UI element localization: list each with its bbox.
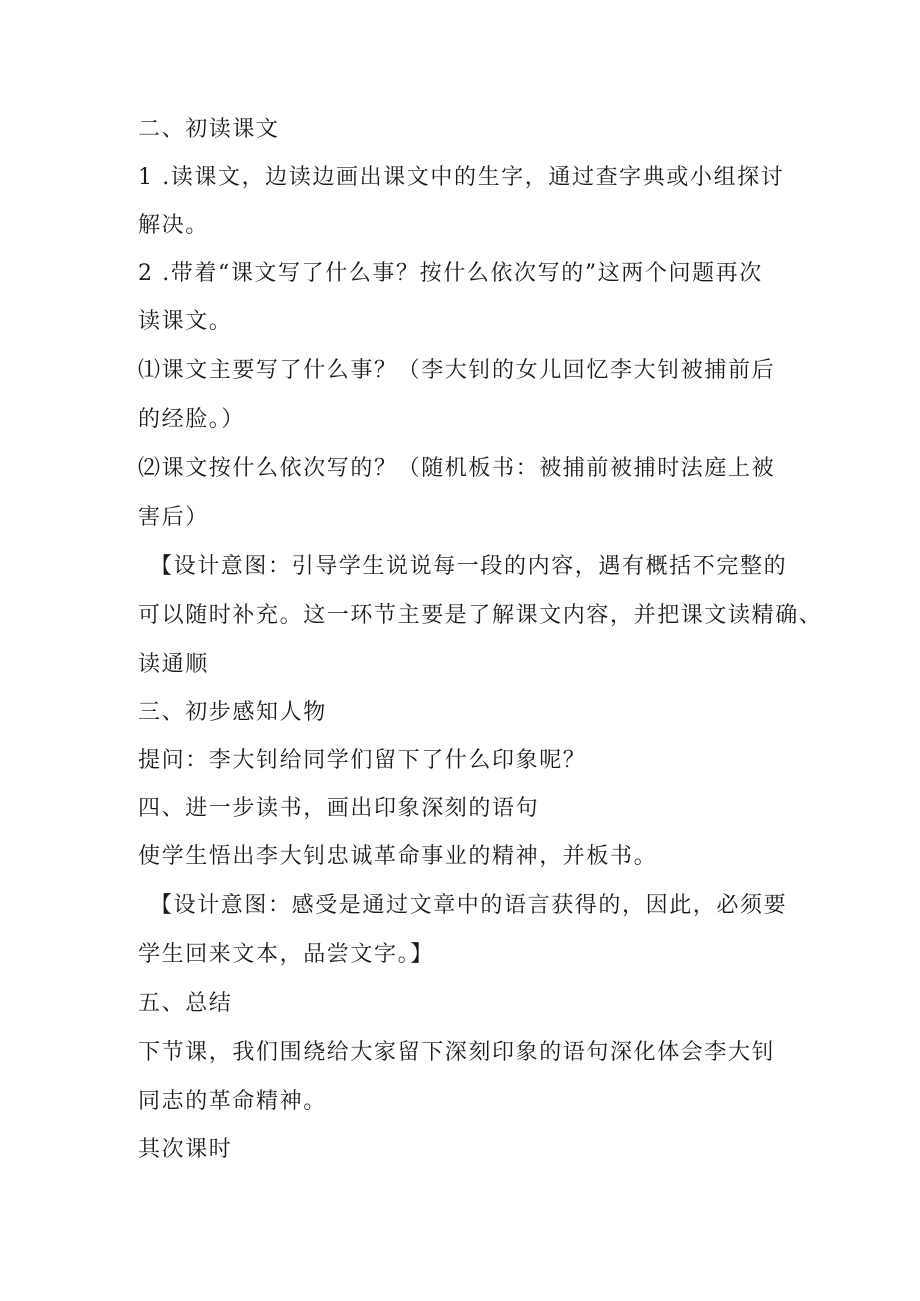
question-2-line-2: 害后） [138, 505, 209, 530]
design-note-1-line-2: 可以随时补充。这一环节主要是了解课文内容，并把课文读精确、 [138, 603, 823, 628]
summary-line-2: 同志的革命精神。 [138, 1089, 327, 1114]
section-4-text: 使学生悟出李大钊忠诚革命事业的精神，并板书。 [138, 844, 658, 869]
question-1-line-1: ⑴课文主要写了什么事？（李大钊的女儿回忆李大钊被捕前后 [138, 358, 776, 383]
design-note-2-line-2: 学生回来文本，品尝文字。】 [138, 942, 434, 967]
design-note-1-line-1: 【设计意图：引导学生说说每一段的内容，遇有概括不完整的 [150, 554, 788, 579]
summary-line-1: 下节课，我们围绕给大家留下深刻印象的语句深化体会李大钊 [138, 1040, 776, 1065]
step-1-line-2: 解决。 [138, 213, 209, 238]
section-heading-3: 三、初步感知人物 [138, 700, 327, 725]
design-note-2-line-1: 【设计意图：感受是通过文章中的语言获得的，因此，必须要 [150, 893, 788, 918]
step-1-line-1: 1 .读课文，边读边画出课文中的生字，通过查字典或小组探讨 [138, 165, 785, 190]
question-1-line-2: 的经脸。） [138, 407, 246, 432]
step-2-line-1: 2 .带着“课文写了什么事？按什么依次写的”这两个问题再次 [138, 261, 763, 286]
step-2-line-2: 读课文。 [138, 309, 233, 334]
section-heading-5: 五、总结 [138, 991, 233, 1016]
design-note-1-line-3: 读通顺 [138, 652, 209, 677]
prompt-question: 提问：李大钊给同学们留下了什么印象呢？ [138, 748, 587, 773]
section-heading-4: 四、进一步读书，画出印象深刻的语句 [138, 796, 540, 821]
second-lesson-heading: 其次课时 [138, 1137, 233, 1162]
section-heading-2: 二、初读课文 [138, 117, 280, 142]
question-2-line-1: ⑵课文按什么依次写的？（随机板书：被捕前被捕时法庭上被 [138, 456, 776, 481]
